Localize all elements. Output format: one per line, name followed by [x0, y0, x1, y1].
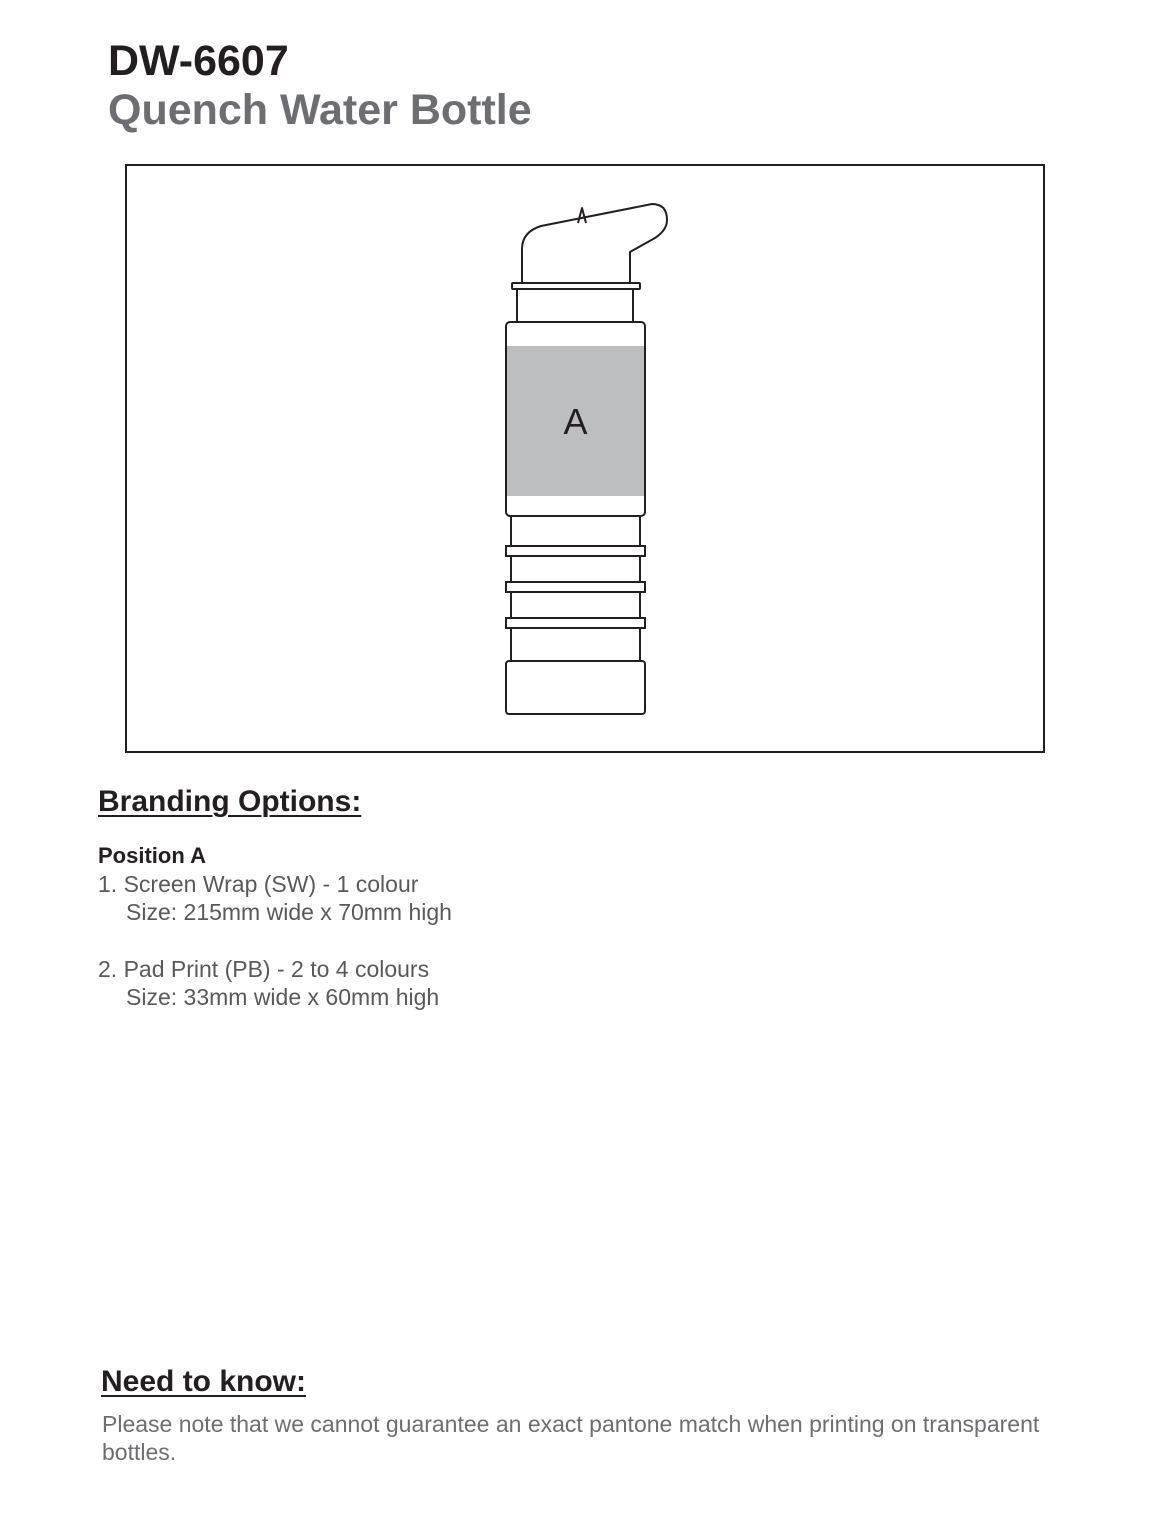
bottle-base	[506, 661, 645, 714]
bottle-lower-section	[511, 556, 640, 582]
option-size: Size: 33mm wide x 60mm high	[126, 984, 440, 1010]
bottle-diagram	[127, 166, 1043, 751]
branding-options-title: Branding Options:	[98, 785, 362, 818]
need-to-know-title: Need to know:	[101, 1365, 307, 1398]
bottle-neck	[517, 289, 633, 322]
branding-option-screen-wrap	[98, 870, 452, 926]
position-a-label: Position A	[98, 843, 206, 868]
bottle-ring-2	[506, 582, 645, 592]
print-area-label: A	[563, 401, 588, 442]
option-line: 2. Pad Print (PB) - 2 to 4 colours	[98, 956, 430, 982]
bottle-ring-3	[506, 618, 645, 628]
bottle-ring-1	[506, 546, 645, 556]
product-diagram-frame	[125, 164, 1045, 753]
product-code: DW-6607	[108, 37, 289, 85]
option-line: 1. Screen Wrap (SW) - 1 colour	[98, 871, 419, 897]
bottle-lower-section	[511, 516, 640, 546]
spout-tip	[578, 208, 586, 223]
product-name: Quench Water Bottle	[108, 86, 532, 134]
bottle-lower-section	[511, 628, 640, 661]
need-to-know-note: Please note that we cannot guarantee an exact pantone match when printing on transparent bottles.	[102, 1411, 1040, 1465]
bottle-lower-section	[511, 592, 640, 618]
branding-option-pad-print	[98, 955, 439, 1011]
option-size: Size: 215mm wide x 70mm high	[126, 899, 452, 925]
bottle-spout	[522, 204, 667, 283]
